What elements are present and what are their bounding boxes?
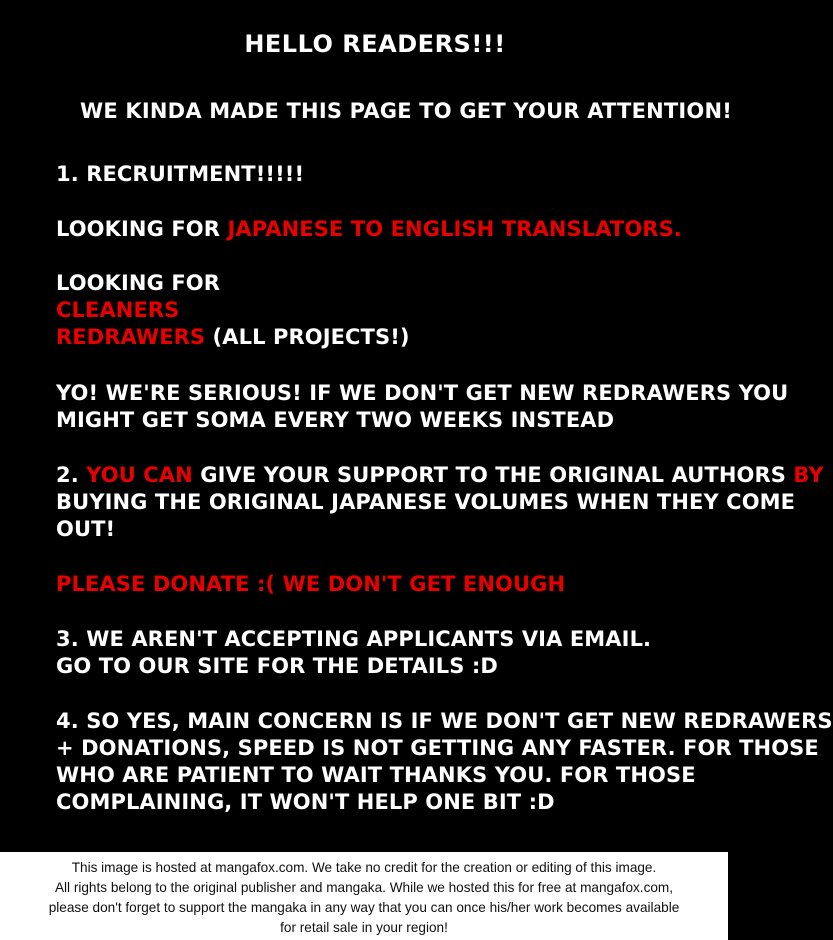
email-line-1: 3. WE AREN'T ACCEPTING APPLICANTS VIA EMAIL. (56, 627, 652, 651)
concern-line-4: COMPLAINING, IT WON'T HELP ONE BIT :D (56, 790, 555, 814)
donate-line: PLEASE DONATE :( WE DON'T GET ENOUGH (56, 572, 566, 596)
redrawers-highlight: REDRAWERS (56, 325, 206, 349)
by-highlight: BY (793, 463, 824, 487)
concern-line-1: 4. SO YES, MAIN CONCERN IS IF WE DON'T GET NEW REDRAWERS (56, 709, 833, 733)
support-line-3: OUT! (56, 517, 116, 541)
translators-highlight: JAPANESE TO ENGLISH TRANSLATORS. (227, 217, 682, 241)
redrawers-line (56, 324, 410, 351)
page-subtitle: WE KINDA MADE THIS PAGE TO GET YOUR ATTENTION! (80, 99, 733, 123)
support-line-2: BUYING THE ORIGINAL JAPANESE VOLUMES WHEN THEY COME (56, 490, 796, 514)
cleaners-highlight: CLEANERS (56, 298, 180, 322)
support-middle-text: GIVE YOUR SUPPORT TO THE ORIGINAL AUTHORS (192, 463, 794, 487)
email-line-2: GO TO OUR SITE FOR THE DETAILS :D (56, 654, 498, 678)
disclaimer-line-4: for retail sale in your region! (280, 920, 448, 935)
support-line-1 (56, 462, 824, 489)
disclaimer-line-3: please don't forget to support the mangaka in any way that you can once his/her work becomes available (48, 900, 680, 915)
page-title: HELLO READERS!!! (244, 30, 506, 58)
concern-line-3: WHO ARE PATIENT TO WAIT THANKS YOU. FOR THOSE (56, 763, 696, 787)
translator-line (56, 216, 682, 243)
disclaimer-line-2: All rights belong to the original publisher and mangaka. While we hosted this for free at mangafox.com, (54, 880, 674, 895)
looking-for-text: LOOKING FOR (56, 217, 228, 241)
looking-for-line: LOOKING FOR (56, 271, 221, 295)
serious-line-2: MIGHT GET SOMA EVERY TWO WEEKS INSTEAD (56, 408, 615, 432)
all-projects-text: (ALL PROJECTS!) (205, 325, 410, 349)
recruitment-heading: 1. RECRUITMENT!!!!! (56, 162, 305, 186)
hosting-disclaimer (0, 852, 728, 940)
you-can-highlight: YOU CAN (86, 463, 193, 487)
support-number: 2. (56, 463, 87, 487)
disclaimer-line-1: This image is hosted at mangafox.com. We take no credit for the creation or editing of this image. (71, 860, 657, 875)
serious-line-1: YO! WE'RE SERIOUS! IF WE DON'T GET NEW REDRAWERS YOU (56, 381, 789, 405)
concern-line-2: + DONATIONS, SPEED IS NOT GETTING ANY FASTER. FOR THOSE (56, 736, 819, 760)
